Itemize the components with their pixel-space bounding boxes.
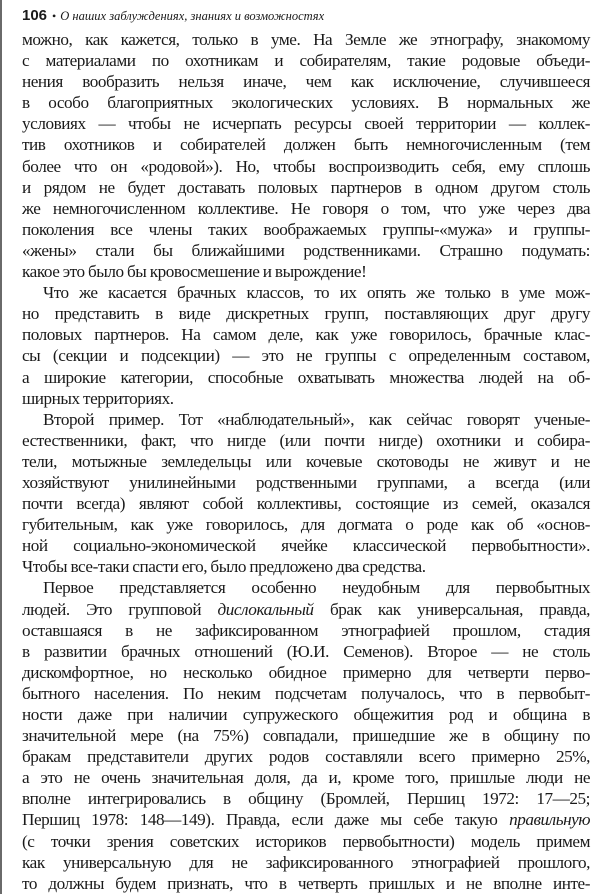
text-line [22,767,590,788]
text-line [22,831,590,852]
line-text: в развитии брачных отношений (Ю.И. Семенов). Второе — не столь [22,641,590,661]
running-title: О наших заблуждениях, знаниях и возможностях [60,9,325,23]
text-line [22,71,590,92]
line-text: «жены» стали бы ближайшими родственниками. Страшно подумать: [22,240,590,260]
line-text: бракам представители других родов составляли всего примерно 25%, [22,747,590,767]
line-text: Чтобы все-таки спасти его, было предложено два средства. [22,557,426,577]
text-line [22,409,590,430]
text-line [22,472,590,493]
line-text: а широкие категории, способные охватывать множества людей на об- [22,367,590,387]
line-text: половых партнеров. На самом деле, как уже говорилось, брачные клас- [22,325,590,345]
page-edge [0,0,2,894]
text-line [22,177,590,198]
line-text: людей. Это групповой [22,599,218,619]
text-line [22,641,590,662]
line-text: бытного населения. По неким подсчетам получалось, что в первобыт- [22,683,590,703]
line-text: Первое представляется особенно неудобным для первобытных [43,578,590,598]
line-text: Першиц 1978: 148—149). Правда, если даже мы себе такую [22,810,510,830]
line-text: какое это было бы кровосмешение и вырождение! [22,262,367,282]
text-line [22,662,590,683]
text-line [22,577,590,598]
text-line [22,704,590,725]
line-text: как универсальную для не зафиксированного этнографией прошлого, [22,852,590,872]
text-line [22,535,590,556]
line-text: губительным, как уже говорилось, для догмата о роде как об «основ- [22,515,590,535]
text-line [22,134,590,155]
line-text: нения вообразить нельзя иначе, чем как исключение, случившееся [22,72,590,92]
text-line [22,261,590,282]
line-text: но представить в виде дискретных групп, поставляющих друг другу [22,304,590,324]
text-line [22,388,590,409]
text-line [22,430,590,451]
text-line [22,367,590,388]
text-line [22,873,590,894]
text-line [22,683,590,704]
line-text: а это не очень значительная доля, да и, кроме того, пришлые люди не [22,768,590,788]
line-text: сы (секции и подсекции) — это не группы с определенным составом, [22,346,590,366]
line-text: ной социально-экономической ячейке классической первобытности». [22,536,590,556]
line-text: тив охотников и собирателей должен быть немногочисленным (тем [22,135,590,155]
line-text: хозяйствуют унилинейными родственными группами, а всегда (или [22,472,590,492]
text-line [22,345,590,366]
body-text [22,29,590,894]
running-header [22,7,324,27]
line-text: ширных территориях. [22,388,174,408]
text-line [22,29,590,50]
line-text: Что же касается брачных классов, то их опять же только в уме мож- [43,283,590,303]
text-line [22,451,590,472]
text-line [22,852,590,873]
text-line [22,324,590,345]
text-line [22,788,590,809]
line-text: тели, мотыжные земледельцы или кочевые скотоводы не живут и не [22,451,590,471]
line-text: оставшаяся в не зафиксированном этнографией прошлом, стадия [22,620,590,640]
text-line [22,303,590,324]
line-text: естественники, факт, что нигде (или почти нигде) охотники и собира- [22,430,590,450]
line-text: Второй пример. Тот «наблюдательный», как сейчас говорят ученые- [43,409,590,429]
text-line [22,514,590,535]
line-text: более что он «родовой»). Но, чтобы воспроизводить себя, ему сплошь [22,156,590,176]
text-line [22,198,590,219]
text-line [22,50,590,71]
text-line [22,556,590,577]
line-text: почти всегда) являют собой коллективы, состоящие из семей, оказался [22,494,590,514]
line-text: и рядом не будет доставать половых партнеров в одном другом столь [22,177,590,197]
header-bullet: • [52,9,57,23]
line-text: с материалами по охотникам и собирателям, такие родовые объеди- [22,51,590,71]
text-line [22,725,590,746]
line-text: дискомфортное, но несколько обидное примерно для четверти перво- [22,662,590,682]
text-line [22,599,590,620]
line-text: в особо благоприятных экологических условиях. В нормальных же [22,93,590,113]
text-line [22,493,590,514]
text-line [22,92,590,113]
line-text: (с точки зрения советских историков первобытности) модель примем [22,831,590,851]
text-line [22,113,590,134]
line-text: брак как универсальная, правда, [313,599,590,619]
line-text: можно, как кажется, только в уме. На Земле же этнографу, знакомому [22,30,590,49]
line-text: значительной мере (на 75%) совпадали, пришедшие же в общину по [22,726,590,746]
text-line [22,620,590,641]
line-text: же немногочисленном коллективе. Не говоря о том, что уже через два [22,198,590,218]
italic-term: правильную [509,810,590,830]
text-line [22,219,590,240]
text-line [22,809,590,830]
italic-term: дислокальный [217,599,314,619]
line-text: вполне интегрировались в общину (Бромлей, Першиц 1972: 17—25; [22,789,590,809]
page-number: 106 [22,7,48,24]
line-text: то должны будем признать, что в четверть пришлых и не вполне инте- [22,873,590,893]
text-line [22,746,590,767]
text-line [22,282,590,303]
line-text: ности даже при наличии супружеского общежития род и община в [22,705,590,724]
line-text: условиях — чтобы не исчерпать ресурсы своей территории — коллек- [22,114,590,134]
text-line [22,240,590,261]
line-text: поколения все члены таких воображаемых группы-«мужа» и группы- [22,219,590,239]
text-line [22,156,590,177]
